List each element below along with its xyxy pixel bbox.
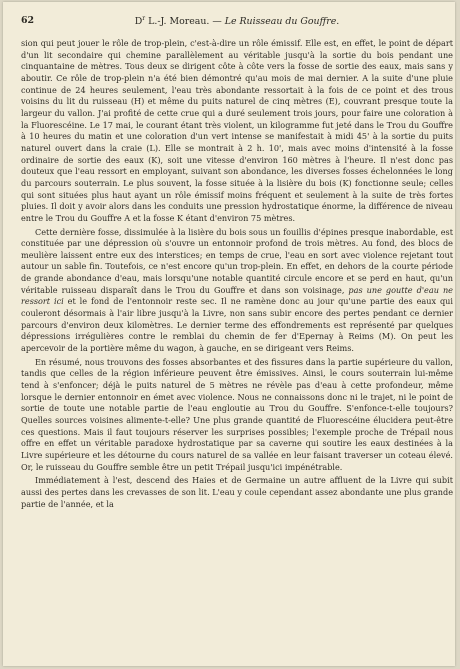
paragraph-1: sion qui peut jouer le rôle de trop-plein, c'est-à-dire un rôle émissif. Elle est, en effet, le point de départ d'un lit secondaire qui chemine parallèlement au véritable jusqu'à la sortie du bois pendant une cinquantaine de mètres. Tous deux se dirigent côte à côte vers la fosse de sortie des eaux, mais sans y aboutir. Ce rôle de trop-plein n'a été bien démontré qu'au mois de mai dernier. A la suite d'une pluie continue de 24 heures seulement, l'eau très abondante ressortait à la fois de ce point et des trous voisins du lit du ruisseau (H) et même du puits naturel de cinq mètres (E), couvrant presque toute la largeur du vallon. J'ai profité de cette crue qui a duré seulement trois jours, pour faire une coloration à la Fluorescéine. Le 17 mai, le courant étant très violent, un kilogramme fut jeté dans le Trou du Gouffre à 10 heures du matin et une coloration d'un vert intense se manifestait à midi 45' à la sortie du puits naturel ouvert dans la craie (L). Elle se montrait à 2 h. 10', mais avec moins d'intensité à la fosse ordinaire de sortie des eaux (K), soit une vitesse d'environ 160 mètres à l'heure. Il n'est donc pas douteux que l'eau ressort en employant, suivant son abondance, les diverses fosses échelonnées le long du parcours souterrain. Le plus souvent, la fosse située à la lisière du bois (K) fonctionne seule; celles qui sont situées plus haut ayant un rôle émissif moins fréquent et seulement à la suite de très fortes pluies. Il doit y avoir alors dans les conduits une pression hydrostatique énorme, la différence de niveau entre le Trou du Gouffre A et la fosse K étant d'environ 75 mètres. xyxy=(21,38,453,223)
running-header xyxy=(21,15,453,29)
article-title: Le Ruisseau du Gouffre. xyxy=(224,16,340,28)
paragraph-4: Immédiatement à l'est, descend des Haies et de Germaine un autre affluent de la Livre qui subit aussi des pertes dans les crevasses de son lit. L'eau y coule cependant assez abondante une plus grande partie de l'année, et la xyxy=(21,475,453,509)
italic-emphasis: pas une goutte d'eau ne ressort ici xyxy=(21,284,453,307)
running-title xyxy=(21,15,453,27)
page-body xyxy=(21,38,453,510)
page-number: 62 xyxy=(21,15,35,26)
book-page xyxy=(3,2,455,666)
header-separator: — xyxy=(209,16,225,28)
paragraph-3: En résumé, nous trouvons des fosses absorbantes et des fissures dans la partie supérieure du vallon, tandis que celles de la région inférieure peuvent être émissives. Ainsi, le cours souterrain lui-même tend à s'enfoncer; déjà le puits naturel de 5 mètres ne révèle pas d'eau à cette profondeur, même lorsque le dernier entonnoir en émet avec violence. Nous ne connaissons donc ni le trajet, ni le point de sortie de toute une notable partie de l'eau engloutie au Trou du Gouffre. S'enfonce-t-elle toujours? Quelles sources voisines alimente-t-elle? Une plus grande quantité de Fluorescéine élucidera peut-être ces questions. Mais il faut toujours réserver les surprises possibles; l'exemple proche de Trépail nous offre en effet un véritable paradoxe hydrostatique par sa caverne qui soutire les eaux destinées à la Livre supérieure et les détourne du cours naturel de sa vallée en leur faisant traverser un coteau élevé. Or, le ruisseau du Gouffre semble être un petit Trépail jusqu'ici impénétrable. xyxy=(21,356,453,472)
paragraph-2: Cette dernière fosse, dissimulée à la lisière du bois sous un fouillis d'épines presque inabordable, est constituée par une dépression où s'ouvre un entonnoir profond de trois mètres. Au fond, des blocs de meulière laissent entre eux des interstices; en temps de crue, l'eau en sort avec violence rejetant tout autour un sable fin. Toutefois, ce n'est encore qu'un trop-plein. En effet, en dehors de la courte période de grande abondance d'eau, mais lorsqu'une notable quantité circule encore et se perd en haut, qu'un véritable ruisseau disparaît dans le Trou du Gouffre et dans son voisinage, pas une goutte d'eau ne ressort ici et le fond de l'entonnoir reste sec. Il ne ramène donc au jour qu'une partie des eaux qui couleront désormais à l'air libre jusqu'à la Livre, non sans subir encore des pertes pendant ce dernier parcours d'environ deux kilomètres. Le dernier terme des effondrements est représenté par quelques dépressions irrégulières contre le remblai du chemin de fer d'Epernay à Reims (M). On peut les apercevoir de la portière même du wagon, à gauche, en se dirigeant vers Reims. xyxy=(21,226,453,354)
author-name: $D^r$ L.-J. Moreau. xyxy=(134,15,210,28)
